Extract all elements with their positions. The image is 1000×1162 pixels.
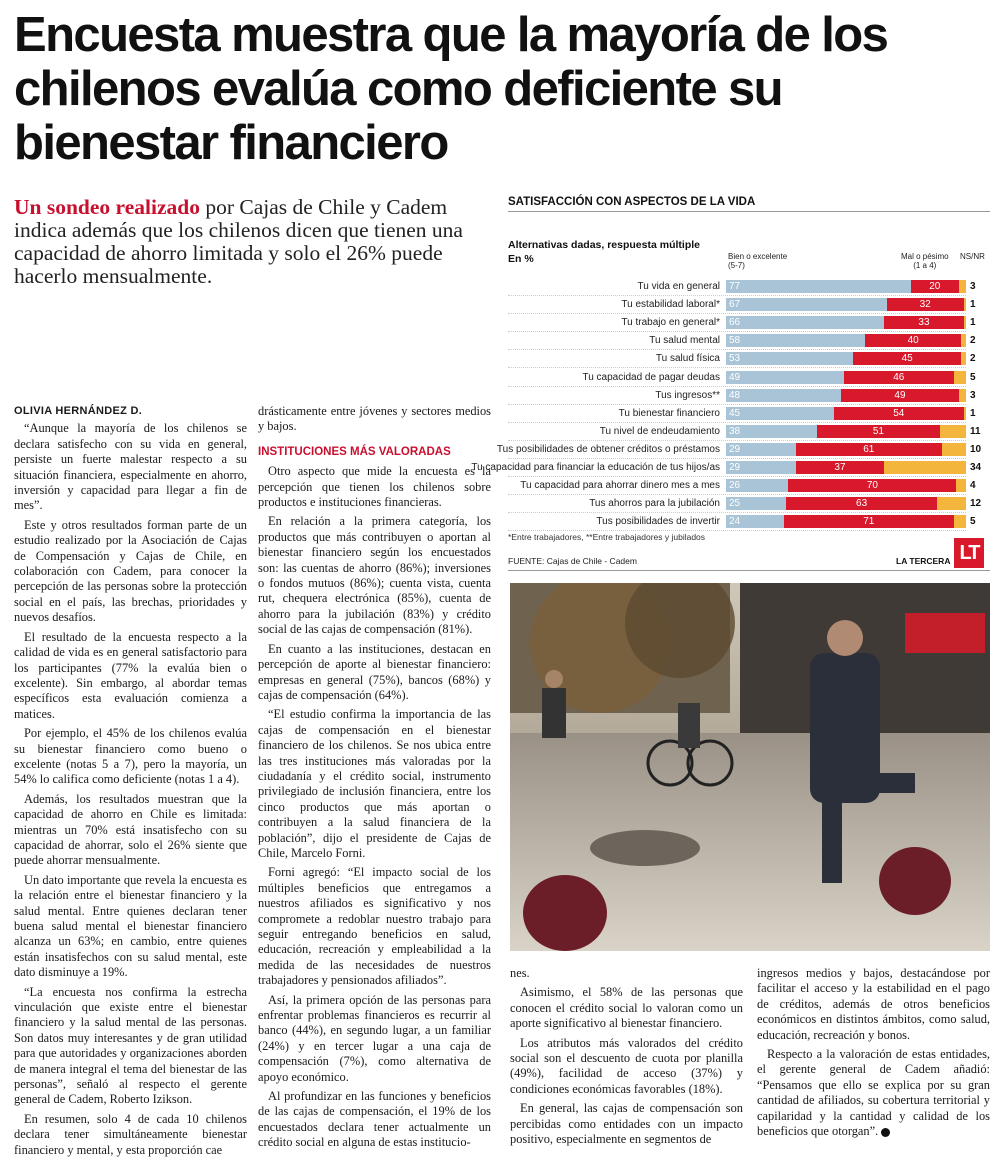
chart-row [508,514,990,530]
category-label: Tus posibilidades de obtener créditos o préstamos [496,443,720,455]
paragraph: ingresos medios y bajos, destacándose por facilitar el acceso y la estabilidad en el pago de créditos, además de otros beneficios económicos en distintos ámbitos, como salud, educación, recreación y bonos. [757,966,990,1042]
bar-good: 29 [726,461,796,474]
bar-bad: 32 [887,298,964,311]
bar-bad: 70 [788,479,956,492]
paragraph-text: Respecto a la valoración de estas entidades, el gerente general de Cadem añadió: “Pensamos que ello se explica por su gran cantidad de afiliados, su cobertura territorial y capilaridad y la cantidad y calidad de los beneficios que otorgan”. [757,1047,990,1139]
legend-bad-label: Mal o pésimo [901,252,949,261]
paragraph: nes. [510,966,530,980]
bar-bad: 20 [911,280,959,293]
nsnr-value: 2 [970,335,976,347]
deck [14,196,484,288]
bar-good: 24 [726,515,784,528]
bar-nsnr [940,425,966,438]
paragraph: El resultado de la encuesta respecto a la calidad de vida es en general satisfactorio para los participantes (77% la evalúa bien o excelente). Sin embargo, al abordar temas específicos esta evaluación comienza a matices. [14,629,247,721]
category-label: Tu salud física [655,353,720,365]
bar-bad: 37 [796,461,885,474]
nsnr-value: 1 [970,317,976,329]
chart-brand: LA TERCERA [896,556,951,566]
nsnr-value: 3 [970,389,976,401]
bar-bad: 40 [865,334,961,347]
paragraph: Así, la primera opción de las personas para enfrentar problemas financieros es recurrir al banco (44%), en segundo lugar, a un familiar (24%) y en tercer lugar a una caja de compensación (7%), como alternativa de apoyo económico. [258,992,491,1084]
paragraph: Un dato importante que revela la encuesta es la relación entre el bienestar financiero y la salud mental. Entre quienes declaran tener buena salud mental el bienestar financiero alcanza un 63%; en cambio, entre quienes están insatisfechos con su salud mental, este dato disminuye a 19%. [14,872,247,980]
chart-row [508,370,990,386]
chart-divider [508,570,990,571]
paragraph: Además, los resultados muestran que la capacidad de ahorro en Chile es limitada: mientras un 70% está insatisfecho con su capacidad de ahorrar, solo el 26% siente que puede ahorrar mensualmente. [14,791,247,868]
bar-bad: 46 [844,371,954,384]
legend-ns: NS/NR [960,252,985,261]
bar-bad: 45 [853,352,961,365]
paragraph: “El estudio confirma la importancia de las cajas de compensación en el bienestar financiero de los chilenos. Se nos ubica entre las tres instituciones más valoradas por la ciudadanía y el crédito social, instrumento privilegiado de inclusión financiera, entre los cinco productos que más aportan o contribuyen a la salud financiera de la población”, dijo el presidente de Cajas de Chile, Marcelo Forni. [258,707,491,860]
bar-nsnr [942,443,966,456]
subhead: INSTITUCIONES MÁS VALORADAS [258,445,451,458]
row-divider [508,331,966,332]
bar-good: 38 [726,425,817,438]
nsnr-value: 3 [970,281,976,292]
bar-nsnr [954,515,966,528]
bar-nsnr [964,407,966,420]
category-label: Tu bienestar financiero [618,407,720,419]
nsnr-value: 5 [970,516,976,528]
end-mark-icon [881,1128,890,1137]
bar-nsnr [956,479,966,492]
row-divider [508,476,966,477]
chart-row [508,388,990,404]
bar-nsnr [961,334,966,347]
chart-subtitle-text: Alternativas dadas, respuesta múltiple [508,239,700,251]
bar-nsnr [964,298,966,311]
article-column-4 [757,966,990,1143]
category-label: Tu capacidad de pagar deudas [582,371,720,383]
bar-nsnr [961,352,966,365]
bar-good: 45 [726,407,834,420]
paragraph: Al profundizar en las funciones y beneficios de las cajas de compensación, el 19% de los encuestados declara tener actualmente un crédito social en alguna de estas institucio- [258,1089,491,1150]
category-label: Tus ingresos** [655,389,720,401]
legend-good-label: Bien o excelente [728,252,788,261]
bar-nsnr [954,371,966,384]
bar-good: 58 [726,334,865,347]
chart [471,196,990,572]
bar-nsnr [959,389,966,402]
row-divider [508,367,966,368]
paragraph: Forni agregó: “El impacto social de los múltiples beneficios que entregamos a nuestros afiliados es significativo y nos compromete a redoblar nuestro trabajo para seguir entregando beneficios en salud, educación, recreación y empleabilidad a la medida de las necesidades de nuestros trabajadores y pensionados afiliados”. [258,865,491,988]
chart-row [471,460,990,476]
bar-bad: 54 [834,407,964,420]
bar-bad: 61 [796,443,942,456]
photo-illustration [510,583,990,951]
row-divider [508,458,966,459]
bar-nsnr [959,280,966,293]
deck-lead: Un sondeo realizado [14,195,200,219]
bar-bad: 49 [841,389,959,402]
chart-row [508,333,990,349]
paragraph: Otro aspecto que mide la encuesta es la percepción que tienen los chilenos sobre productos e instituciones financieras. [258,464,491,510]
bar-good: 29 [726,443,796,456]
article-column-2 [258,404,491,1155]
bar-good: 48 [726,389,841,402]
chart-row [508,424,990,440]
bar-nsnr [884,461,966,474]
legend-bad-range: (1 a 4) [913,261,937,270]
la-tercera-logo: LT [954,538,984,568]
chart-row [496,442,990,458]
category-label: Tus posibilidades de invertir [596,516,720,528]
nsnr-value: 1 [970,299,976,311]
category-label: Tu vida en general [637,281,720,292]
article-column-1 [14,404,247,1162]
nsnr-value: 10 [970,443,982,455]
nsnr-value: 34 [970,462,982,473]
legend-good [728,252,787,270]
row-divider [508,440,966,441]
bar-good: 53 [726,352,853,365]
bar-good: 26 [726,479,788,492]
row-divider [508,313,966,314]
nsnr-value: 11 [970,425,981,437]
row-divider [508,512,966,513]
paragraph: drásticamente entre jóvenes y sectores medios y bajos. [258,404,491,434]
chart-unit: En % [508,253,534,265]
chart-row [508,297,990,313]
category-label: Tu estabilidad laboral* [621,299,720,311]
paragraph: Este y otros resultados forman parte de un estudio realizado por la Asociación de Cajas de Compensación y Cajas de Chile, en colaboración con Cadem, para conocer la percepción de las personas sobre la protección social en el país, las brechas, prioridades y nuevos desafíos. [14,517,247,625]
row-divider [508,404,966,405]
category-label: Tus ahorros para la jubilación [589,498,720,510]
chart-row [508,279,990,295]
bar-good: 25 [726,497,786,510]
street-photo [510,583,990,951]
deck-text: por Cajas de Chile y Cadem indica además que los chilenos dicen que tienen una capacidad de ahorro limitada y solo el 26% puede hacerlo mensualmente. [14,195,463,288]
paragraph: En resumen, solo 4 de cada 10 chilenos declara tener simultáneamente bienestar financiero y mental, y esta proporción cae [14,1111,247,1157]
chart-row [508,351,990,367]
bar-bad: 51 [817,425,939,438]
paragraph [757,1047,990,1139]
nsnr-value: 12 [970,498,982,510]
bar-bad: 71 [784,515,954,528]
row-divider [508,422,966,423]
headline: Encuesta muestra que la mayoría de los chilenos evalúa como deficiente su bienestar financiero [14,8,888,170]
bar-bad: 63 [786,497,937,510]
chart-note: *Entre trabajadores, **Entre trabajadores y jubilados [508,532,706,542]
article-column-3 [510,966,743,1151]
category-label: Tu trabajo en general* [621,317,720,329]
bar-bad: 33 [884,316,963,329]
paragraph: En general, las cajas de compensación son percibidas como entidades con un impacto positivo, especialmente en segmentos de [510,1101,743,1147]
bar-good: 49 [726,371,844,384]
bar-good: 66 [726,316,884,329]
bar-nsnr [964,316,966,329]
nsnr-value: 1 [970,407,976,419]
legend-bad [901,252,949,270]
chart-subtitle [508,238,700,266]
nsnr-value: 2 [970,353,976,365]
row-divider [508,349,966,350]
row-divider [508,494,966,495]
bar-nsnr [937,497,966,510]
bar-good: 77 [726,280,911,293]
paragraph: Los atributos más valorados del crédito social son el descuento de cuota por planilla (49%), facilidad de acceso (37%) y condiciones económicas favorables (18%). [510,1035,743,1096]
chart-row [508,315,990,331]
nsnr-value: 4 [970,480,976,492]
nsnr-value: 5 [970,371,976,383]
chart-source: FUENTE: Cajas de Chile - Cadem [508,556,637,566]
legend-good-range: (5-7) [728,261,745,270]
category-label: Tu capacidad para ahorrar dinero mes a mes [520,480,720,492]
paragraph: En relación a la primera categoría, los productos que más contribuyen o aportan al bienestar financiero según los encuestados son: las cuentas de ahorro (86%); inversiones o fondos mutuos (86%); cuenta vista, cuenta rut, chequera electrónica (85%), cuenta de ahorro para la jubilación (83%) y crédito social de las cajas de compensación (81%). [258,514,491,637]
paragraph: Por ejemplo, el 45% de los chilenos evalúa su bienestar financiero como bueno o excelente (notas 5 a 7), pero la mayoría, un 54% lo califica como deficiente (notas 1 a 4). [14,726,247,787]
byline: OLIVIA HERNÁNDEZ D. [14,405,143,417]
chart-row [508,478,990,494]
chart-title: SATISFACCIÓN CON ASPECTOS DE LA VIDA [508,196,990,212]
paragraph: En cuanto a las instituciones, destacan en percepción de aporte al bienestar financiero: empresas en general (75%), bancos (68%) y cajas de compensación (64%). [258,641,491,702]
row-divider [508,386,966,387]
paragraph: “Aunque la mayoría de los chilenos se declara satisfecho con su vida en general, persiste un fuerte malestar respecto a su situación financiera, especialmente en ahorro, inversión y capacidad para llegar a fin de mes”. [14,421,247,513]
paragraph: Asimismo, el 58% de las personas que conocen el crédito social lo valoran como un aporte significativo al bienestar financiero. [510,985,743,1031]
chart-row [508,406,990,422]
category-label: Tu salud mental [649,335,720,347]
bar-good: 67 [726,298,887,311]
chart-row [508,496,990,512]
row-divider [508,295,966,296]
category-label: Tu nivel de endeudamiento [599,425,720,437]
category-label: Tu capacidad para financiar la educación de tus hijos/as [471,462,720,473]
paragraph: “La encuesta nos confirma la estrecha vinculación que existe entre el bienestar financiero y la salud mental de las personas. Son datos muy interesantes y de gran utilidad para que autoridades y organizaciones aborden de manera integral el tema del bienestar de las personas”, señaló al respecto el gerente general de Cadem, Roberto Izikson. [14,984,247,1107]
